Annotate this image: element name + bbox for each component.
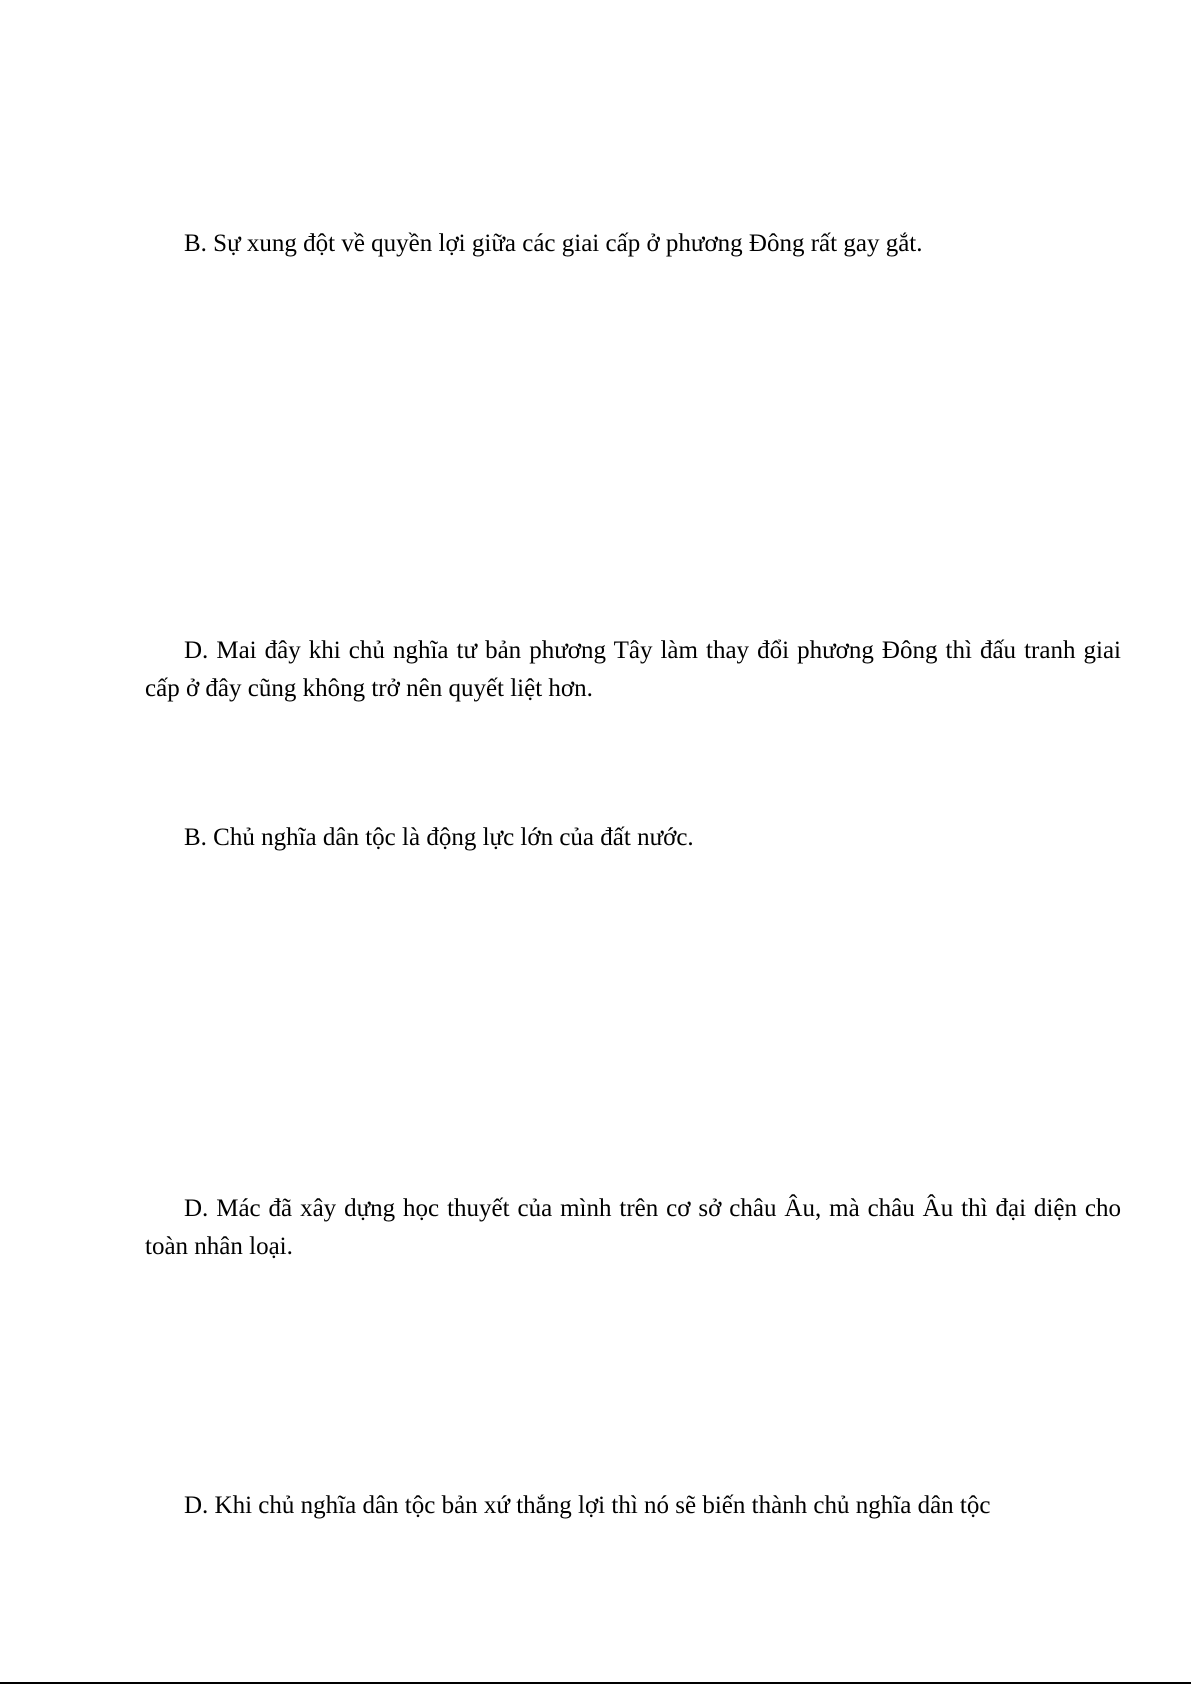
answer-option-d-2: D. Mác đã xây dựng học thuyết của mình trên cơ sở châu Âu, mà châu Âu thì đại diện cho toàn nhân loại. [145, 1195, 1121, 1260]
page-bottom-divider [0, 1682, 1191, 1684]
answer-option-d-3: D. Khi chủ nghĩa dân tộc bản xứ thắng lợi thì nó sẽ biến thành chủ nghĩa dân tộc [184, 1492, 991, 1519]
answer-option-d-1: D. Mai đây khi chủ nghĩa tư bản phương Tây làm thay đổi phương Đông thì đấu tranh giai cấp ở đây cũng không trở nên quyết liệt hơn. [145, 637, 1121, 702]
answer-option-b-2: B. Chủ nghĩa dân tộc là động lực lớn của đất nước. [184, 824, 694, 851]
answer-option-b-1: B. Sự xung đột về quyền lợi giữa các giai cấp ở phương Đông rất gay gắt. [184, 230, 923, 257]
